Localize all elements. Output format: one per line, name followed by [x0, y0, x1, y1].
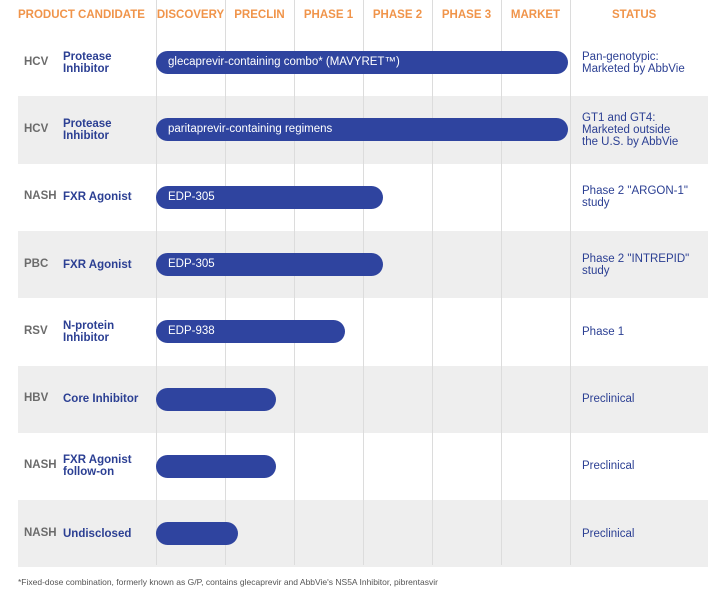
progress-bar — [156, 455, 276, 478]
stage-header-market: MARKET — [510, 9, 561, 21]
stage-header-discovery: DISCOVERY — [156, 9, 225, 21]
stage-header-preclin: PRECLIN — [234, 9, 285, 21]
mechanism-label: Core Inhibitor — [63, 393, 139, 406]
progress-bar: EDP-305 — [156, 186, 383, 209]
progress-bar: EDP-305 — [156, 253, 383, 276]
stage-gridline — [225, 0, 226, 565]
mechanism-label: FXR Agonist — [63, 258, 132, 271]
mechanism-label: Undisclosed — [63, 527, 132, 540]
status-text: Phase 2 "ARGON-1" study — [582, 185, 688, 210]
footnote: *Fixed-dose combination, formerly known as G/P, contains glecaprevir and AbbVie's NS5A Inhibitor, pibrentasvir — [18, 577, 438, 587]
mechanism-label: Protease Inhibitor — [63, 50, 112, 75]
progress-bar: glecaprevir-containing combo* (MAVYRET™) — [156, 51, 568, 74]
status-text: Phase 2 "INTREPID" study — [582, 252, 690, 277]
stage-gridline — [363, 0, 364, 565]
status-text: Phase 1 — [582, 325, 625, 338]
status-text: Preclinical — [582, 460, 635, 473]
stage-gridline — [570, 0, 571, 565]
stage-header-phase-1: PHASE 1 — [303, 9, 354, 21]
mechanism-label: FXR Agonist — [63, 191, 132, 204]
disease-label: NASH — [24, 190, 57, 203]
progress-bar: paritaprevir-containing regimens — [156, 118, 568, 141]
status-text: Pan-genotypic: Marketed by AbbVie — [582, 50, 685, 75]
status-text: GT1 and GT4: Marketed outside the U.S. by AbbVie — [582, 111, 679, 148]
mechanism-label: Protease Inhibitor — [63, 117, 112, 142]
header-status: STATUS — [612, 9, 657, 21]
disease-label: HCV — [24, 122, 49, 135]
mechanism-label: FXR Agonist follow-on — [63, 454, 132, 479]
stage-header-phase-2: PHASE 2 — [372, 9, 423, 21]
mechanism-label: N-protein Inhibitor — [63, 319, 115, 344]
disease-label: PBC — [24, 257, 49, 270]
stage-gridline — [501, 0, 502, 565]
status-text: Preclinical — [582, 393, 635, 406]
disease-label: HCV — [24, 55, 49, 68]
progress-bar — [156, 522, 238, 545]
disease-label: RSV — [24, 324, 48, 337]
stage-gridline — [294, 0, 295, 565]
progress-bar: EDP-938 — [156, 320, 345, 343]
disease-label: HBV — [24, 392, 49, 405]
disease-label: NASH — [24, 459, 57, 472]
stage-gridline — [432, 0, 433, 565]
stage-gridline — [156, 0, 157, 565]
progress-bar — [156, 388, 276, 411]
header-product-candidate: PRODUCT CANDIDATE — [18, 9, 145, 21]
status-text: Preclinical — [582, 527, 635, 540]
disease-label: NASH — [24, 526, 57, 539]
stage-header-phase-3: PHASE 3 — [441, 9, 492, 21]
